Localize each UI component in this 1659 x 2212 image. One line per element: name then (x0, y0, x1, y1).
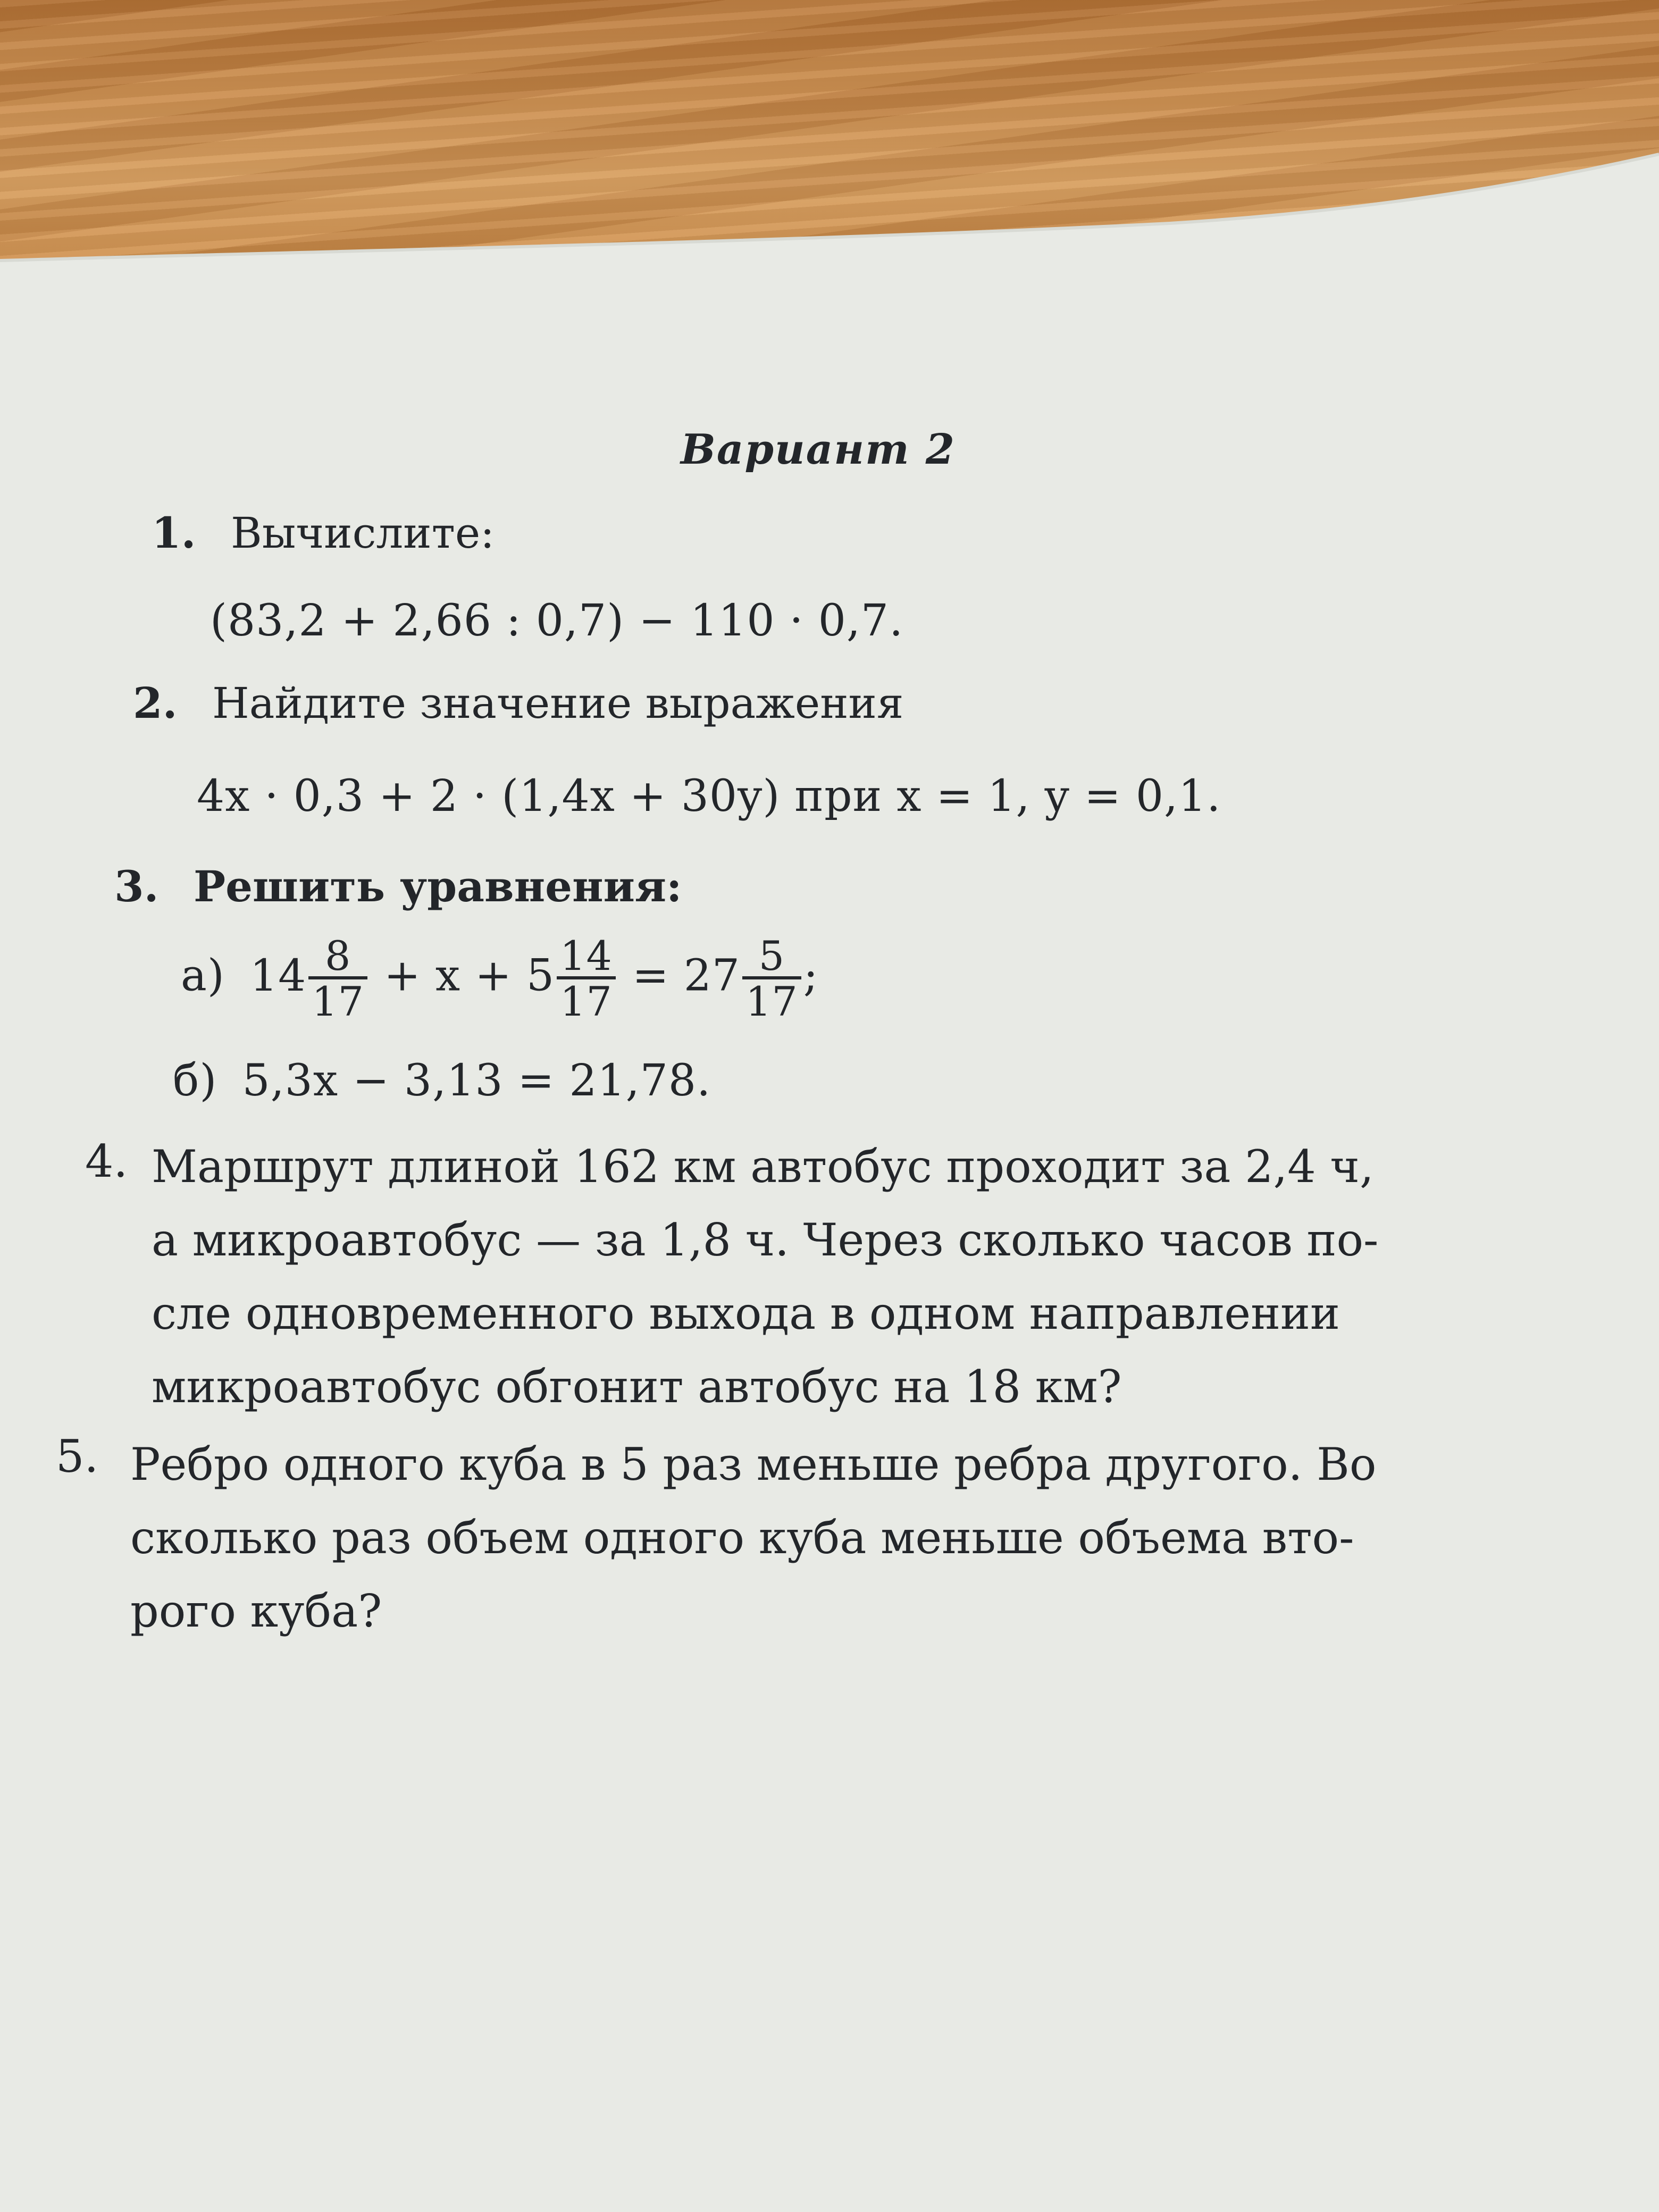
task-3a-end: ; (803, 950, 819, 1001)
task-3a-middle: + x + 5 (384, 950, 555, 1001)
task-2-number: 2. (133, 678, 178, 728)
task-4-line-4: микроавтобус обгонит автобус на 18 км? (152, 1361, 1122, 1413)
task-3a-fraction-1: $\frac{8}{17}$ (308, 936, 367, 1022)
task-1-heading (152, 508, 495, 558)
task-3b-label: б) (173, 1055, 217, 1106)
task-4-line-1: Маршрут длиной 162 км автобус проходит за 2,4 ч, (152, 1141, 1374, 1193)
task-3a-equals: = 27 (632, 950, 741, 1001)
variant-title: Вариант 2 (681, 425, 956, 474)
task-5-line-1: Ребро одного куба в 5 раз меньше ребра другого. Во (130, 1438, 1377, 1490)
task-3b-equation (173, 1055, 711, 1106)
task-1-text: Вычислите: (230, 508, 495, 558)
task-4-number: 4. (85, 1135, 128, 1187)
task-5-number: 5. (56, 1430, 99, 1482)
task-4-text (152, 1130, 1513, 1423)
task-4-line-3: сле одновременного выхода в одном направлении (152, 1287, 1340, 1339)
task-3a-whole-1: 14 (249, 950, 307, 1001)
task-2-heading (133, 678, 903, 728)
task-1-expression: (83,2 + 2,66 : 0,7) − 110 · 0,7. (210, 596, 904, 646)
task-2-text: Найдите значение выражения (212, 678, 904, 728)
task-2-expression: 4x · 0,3 + 2 · (1,4x + 30y) при x = 1, y = 0,1. (197, 771, 1221, 822)
task-5-text (130, 1428, 1513, 1648)
task-4-line-2: а микроавтобус — за 1,8 ч. Через сколько часов по- (152, 1214, 1379, 1266)
task-3a-fraction-3: $\frac{5}{17}$ (742, 936, 801, 1022)
task-3a-equation (181, 932, 819, 1025)
task-5-line-2: сколько раз объем одного куба меньше объема вто- (130, 1512, 1354, 1564)
task-3-heading (114, 861, 682, 911)
task-3a-label: а) (181, 950, 225, 1001)
task-3-number: 3. (114, 861, 159, 911)
task-1-number: 1. (152, 508, 196, 558)
task-3-text: Решить уравнения: (193, 861, 682, 911)
task-3b-expression: 5,3x − 3,13 = 21,78. (242, 1055, 711, 1106)
task-3a-fraction-2: $\frac{14}{17}$ (557, 936, 616, 1022)
task-5-line-3: рого куба? (130, 1585, 382, 1637)
